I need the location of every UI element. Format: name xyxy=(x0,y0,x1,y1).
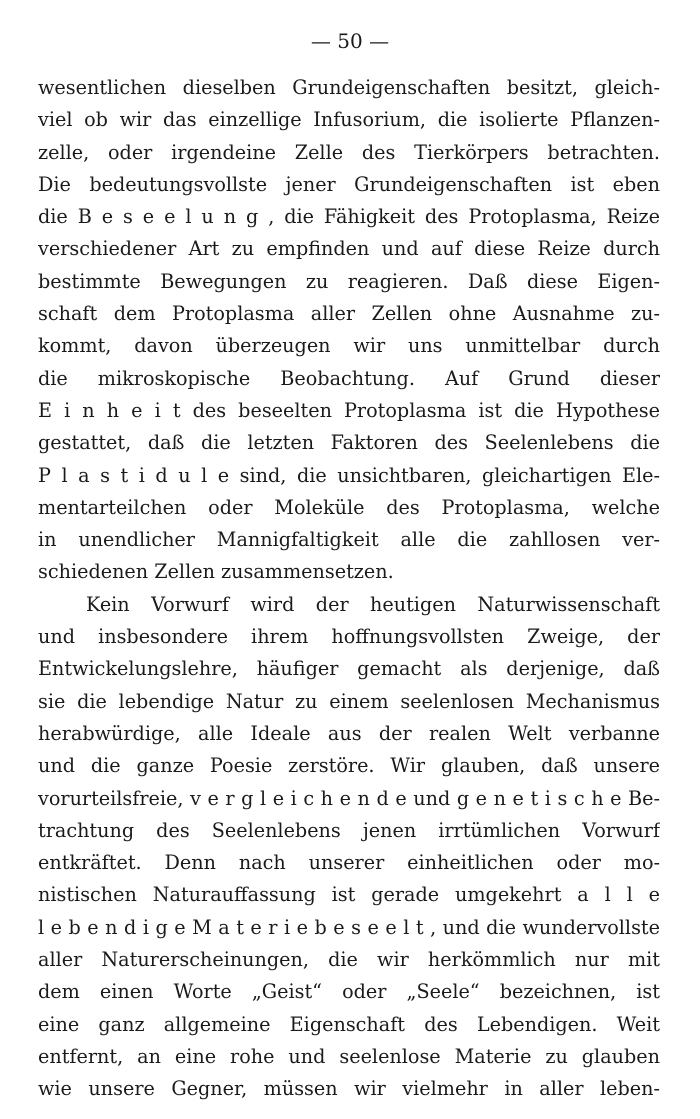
text-line: P l a s t i d u l e sind, die unsichtbaren, gleichartigen Ele- xyxy=(38,463,660,487)
text-line: und insbesondere ihrem hoffnungsvollsten Zweige, der xyxy=(38,625,660,649)
text-line: die B e s e e l u n g , die Fähigkeit des Protoplasma, Reize xyxy=(38,205,660,229)
text-line: herabwürdige, alle Ideale aus der realen Welt verbanne xyxy=(38,721,660,745)
text-line: kommt, davon überzeugen wir uns unmittelbar durch xyxy=(38,334,660,358)
body-text xyxy=(38,72,660,1106)
text-line: zelle, oder irgendeine Zelle des Tierkörpers betrachten. xyxy=(38,140,660,164)
text-line: sie die lebendige Natur zu einem seelenlosen Mechanismus xyxy=(38,689,660,713)
text-line: und die ganze Poesie zerstöre. Wir glauben, daß unsere xyxy=(38,754,660,778)
text-line: in unendlicher Mannigfaltigkeit alle die zahllosen ver- xyxy=(38,528,660,552)
text-line: Die bedeutungsvollste jener Grundeigenschaften ist eben xyxy=(38,172,660,196)
text-line: l e b e n d i g e M a t e r i e b e s e e l t , und die wundervollste xyxy=(38,915,660,939)
text-line: die mikroskopische Beobachtung. Auf Grund dieser xyxy=(38,366,660,390)
text-line: mentarteilchen oder Moleküle des Protoplasma, welche xyxy=(38,495,660,519)
text-line: entfernt, an eine rohe und seelenlose Materie zu glauben xyxy=(38,1044,660,1068)
text-line: nistischen Naturauffassung ist gerade umgekehrt a l l e xyxy=(38,883,660,907)
text-line: schaft dem Protoplasma aller Zellen ohne Ausnahme zu- xyxy=(38,302,660,326)
text-line: schiedenen Zellen zusammensetzen. xyxy=(38,560,394,584)
text-line: Entwickelungslehre, häufiger gemacht als derjenige, daß xyxy=(38,657,660,681)
text-line: wesentlichen dieselben Grundeigenschaften besitzt, gleich- xyxy=(38,76,660,99)
text-line: viel ob wir das einzellige Infusorium, die isolierte Pflanzen- xyxy=(38,108,660,132)
text-line: wie unsere Gegner, müssen wir vielmehr in aller leben- xyxy=(38,1077,660,1101)
text-line: eine ganz allgemeine Eigenschaft des Lebendigen. Weit xyxy=(38,1012,660,1036)
text-line: aller Naturerscheinungen, die wir herkömmlich nur mit xyxy=(38,948,660,972)
text-line: entkräftet. Denn nach unserer einheitlichen oder mo- xyxy=(38,851,660,875)
text-line: dem einen Worte „Geist“ oder „Seele“ bezeichnen, ist xyxy=(38,980,660,1004)
text-line: vorurteilsfreie, v e r g l e i c h e n d e und g e n e t i s c h e Be- xyxy=(38,786,660,810)
text-line: gestattet, daß die letzten Faktoren des Seelenlebens die xyxy=(38,431,660,455)
text-line: E i n h e i t des beseelten Protoplasma ist die Hypothese xyxy=(38,398,660,422)
text-line: bestimmte Bewegungen zu reagieren. Daß diese Eigen- xyxy=(38,269,660,293)
page-number: — 50 — xyxy=(310,29,390,53)
text-line: trachtung des Seelenlebens jenen irrtümlichen Vorwurf xyxy=(38,818,660,842)
text-line: verschiedener Art zu empfinden und auf diese Reize durch xyxy=(38,237,660,261)
text-line: Kein Vorwurf wird der heutigen Naturwissenschaft xyxy=(86,592,660,616)
